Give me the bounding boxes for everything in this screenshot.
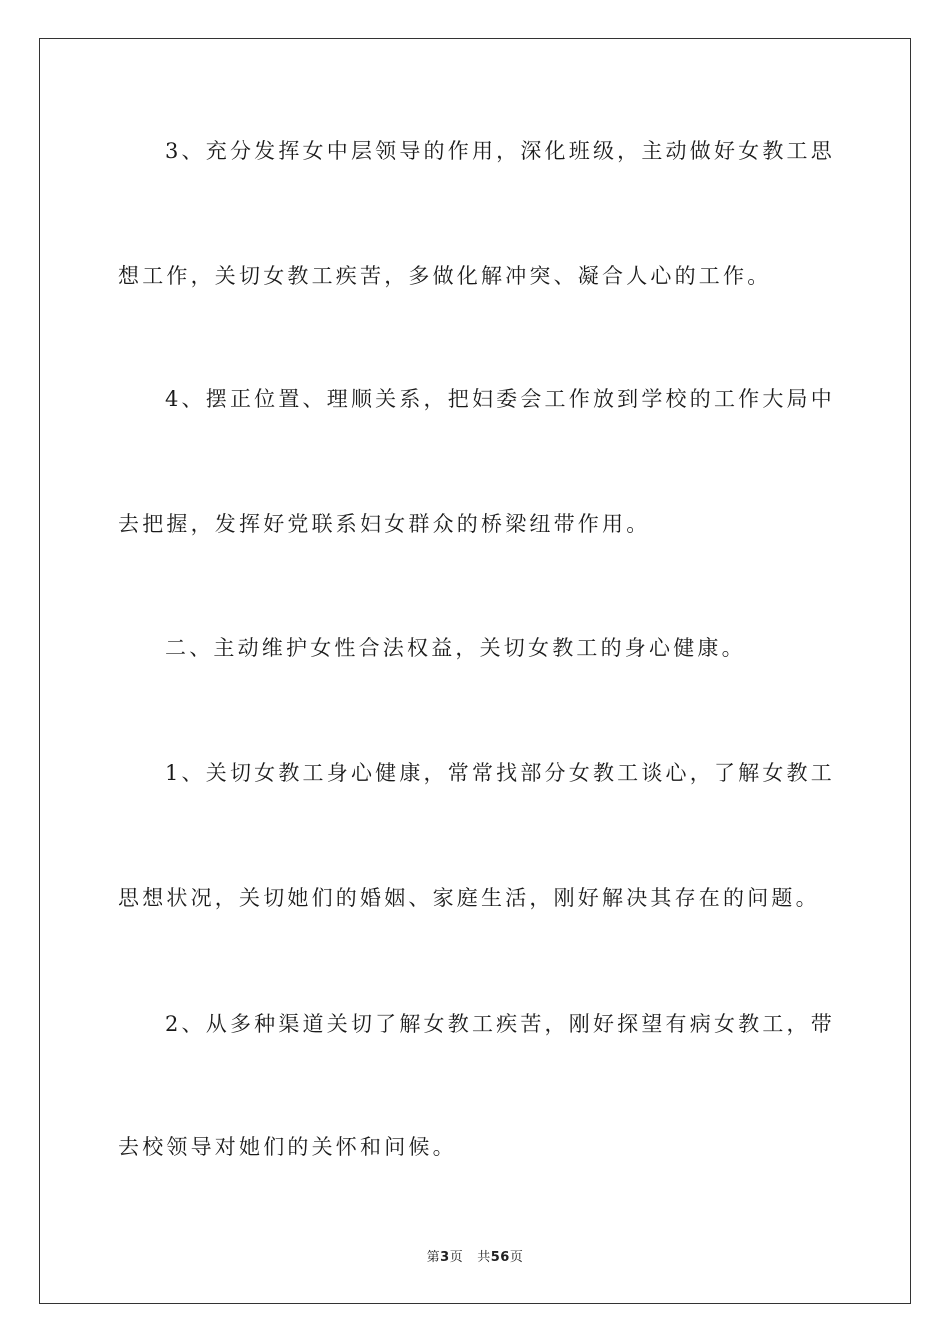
total-pages: 56 — [490, 1250, 510, 1265]
paragraph-line: 想工作，关切女教工疾苦，多做化解冲突、凝合人心的工作。 — [118, 264, 772, 288]
paragraph-line: 4、摆正位置、理顺关系，把妇委会工作放到学校的工作大局中 — [165, 387, 835, 411]
page-footer — [0, 1246, 950, 1265]
paragraph-line: 思想状况，关切她们的婚姻、家庭生活，刚好解决其存在的问题。 — [118, 886, 820, 910]
paragraph-line: 去把握，发挥好党联系妇女群众的桥梁纽带作用。 — [118, 512, 651, 536]
paragraph-line: 2、从多种渠道关切了解女教工疾苦，刚好探望有病女教工，带 — [165, 1012, 835, 1036]
page-border — [39, 38, 911, 1304]
paragraph-line: 3、充分发挥女中层领导的作用，深化班级，主动做好女教工思 — [165, 139, 835, 163]
page-number: 3 — [440, 1250, 450, 1265]
page-label-suffix: 页 — [449, 1250, 464, 1265]
total-label-suffix: 页 — [509, 1250, 524, 1265]
paragraph-line: 1、关切女教工身心健康，常常找部分女教工谈心，了解女教工 — [165, 761, 835, 785]
page-label-prefix: 第 — [426, 1250, 441, 1265]
section-heading: 二、主动维护女性合法权益，关切女教工的身心健康。 — [165, 636, 746, 660]
paragraph-line: 去校领导对她们的关怀和问候。 — [118, 1135, 457, 1159]
total-label-prefix: 共 — [477, 1250, 491, 1265]
